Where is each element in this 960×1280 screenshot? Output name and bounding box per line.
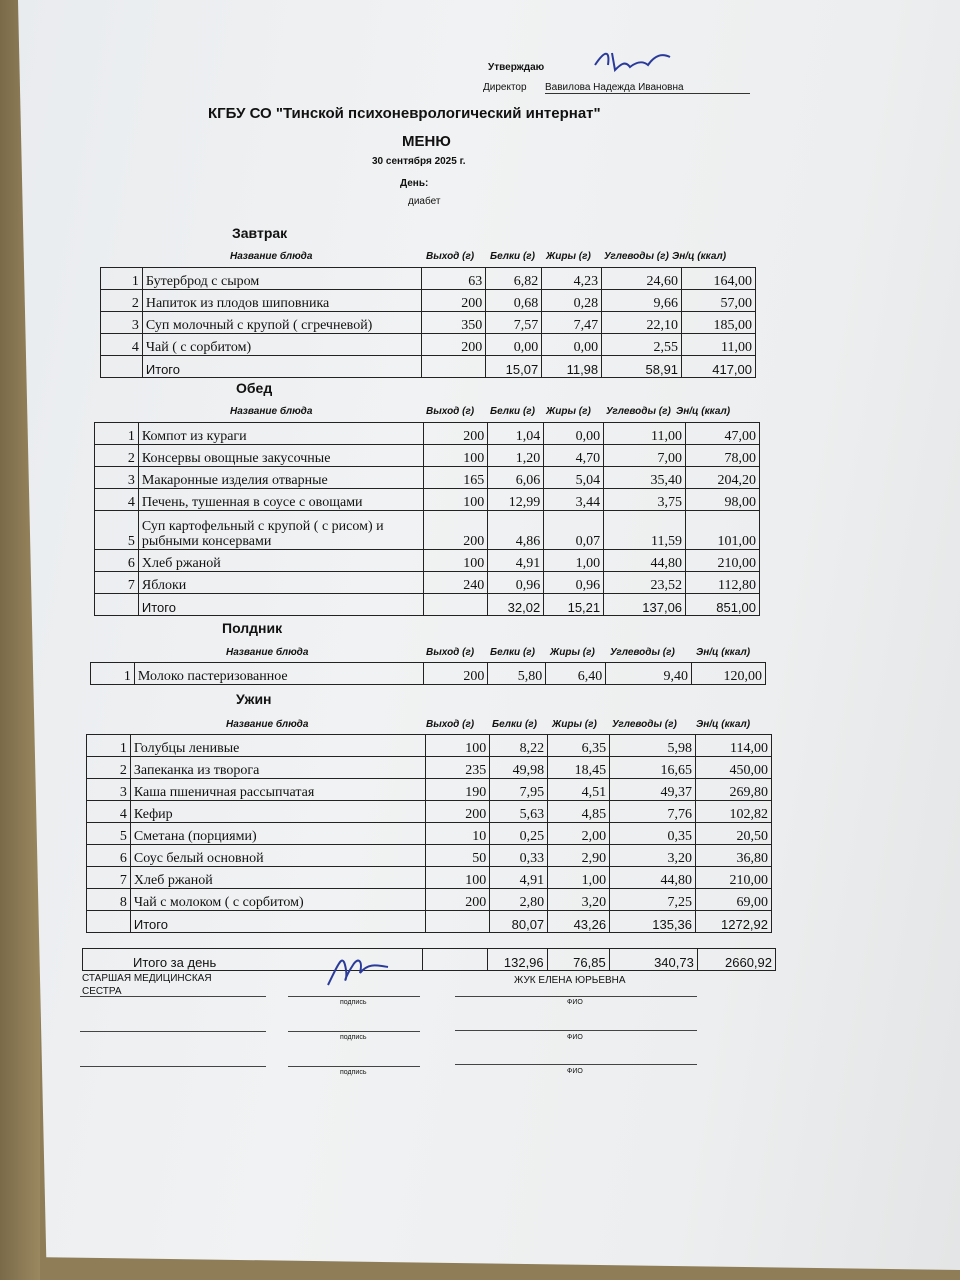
dish-carbs: 0,35 <box>610 823 696 845</box>
row-number: 7 <box>87 867 131 889</box>
row-number: 4 <box>87 801 131 823</box>
row-number: 5 <box>87 823 131 845</box>
total-fat: 43,26 <box>548 911 610 933</box>
col-header-yield: Выход (г) <box>426 251 475 262</box>
total-row <box>95 594 760 616</box>
signature-line <box>455 1030 697 1031</box>
document-sheet <box>18 0 960 1270</box>
dish-carbs: 24,60 <box>602 268 682 290</box>
day-total-fat: 76,85 <box>547 949 609 971</box>
dish-yield: 240 <box>424 572 488 594</box>
col-header-name: Название блюда <box>226 647 309 658</box>
total-protein: 80,07 <box>490 911 548 933</box>
dish-name: Хлеб ржаной <box>138 550 423 572</box>
dish-energy: 57,00 <box>682 290 756 312</box>
empty-cell <box>426 911 490 933</box>
table-row <box>95 550 760 572</box>
col-header-protein: Белки (г) <box>490 647 535 658</box>
table-row <box>87 823 772 845</box>
day-total-carbs: 340,73 <box>609 949 697 971</box>
dish-yield: 200 <box>422 290 486 312</box>
dish-carbs: 16,65 <box>610 757 696 779</box>
dish-protein: 4,86 <box>488 511 544 550</box>
nurse-role: СТАРШАЯ МЕДИЦИНСКАЯ СЕСТРА <box>82 973 212 997</box>
dish-carbs: 44,80 <box>604 550 686 572</box>
signature-line <box>288 1031 420 1032</box>
col-header-carbs: Углеводы (г) <box>610 647 675 658</box>
dish-name: Молоко пастеризованное <box>134 663 424 685</box>
col-header-protein: Белки (г) <box>492 719 537 730</box>
dish-name: Чай с молоком ( с сорбитом) <box>130 889 425 911</box>
dish-energy: 185,00 <box>682 312 756 334</box>
dish-energy: 164,00 <box>682 268 756 290</box>
dish-protein: 6,82 <box>486 268 542 290</box>
table-row <box>87 779 772 801</box>
row-number: 1 <box>91 663 135 685</box>
dish-fat: 0,07 <box>544 511 604 550</box>
dish-yield: 100 <box>426 735 490 757</box>
dish-yield: 190 <box>426 779 490 801</box>
dish-yield: 200 <box>424 423 488 445</box>
dish-protein: 0,00 <box>486 334 542 356</box>
dish-name: Суп молочный с крупой ( сгречневой) <box>142 312 421 334</box>
section-title-lunch: Обед <box>236 380 273 396</box>
row-number: 4 <box>95 489 139 511</box>
dish-name: Консервы овощные закусочные <box>138 445 423 467</box>
dish-fat: 6,35 <box>548 735 610 757</box>
dish-yield: 165 <box>424 467 488 489</box>
col-header-carbs: Углеводы (г) <box>606 406 671 417</box>
row-number: 3 <box>87 779 131 801</box>
dish-protein: 5,80 <box>488 663 546 685</box>
director-signature <box>590 45 680 80</box>
dish-carbs: 3,20 <box>610 845 696 867</box>
empty-cell <box>423 949 487 971</box>
row-number: 5 <box>95 511 139 550</box>
dish-protein: 7,95 <box>490 779 548 801</box>
table-row <box>101 290 756 312</box>
dish-protein: 12,99 <box>488 489 544 511</box>
diet-label: диабет <box>408 196 441 207</box>
organization-name: КГБУ СО "Тинской психоневрологический интернат" <box>208 105 601 122</box>
row-number: 1 <box>87 735 131 757</box>
table-row <box>91 663 766 685</box>
dish-protein: 0,25 <box>490 823 548 845</box>
dish-fat: 5,04 <box>544 467 604 489</box>
dish-carbs: 49,37 <box>610 779 696 801</box>
dish-name: Голубцы ленивые <box>130 735 425 757</box>
dish-yield: 235 <box>426 757 490 779</box>
fio-caption: ФИО <box>567 1068 583 1075</box>
dish-energy: 69,00 <box>696 889 772 911</box>
row-number: 6 <box>95 550 139 572</box>
table-row <box>95 572 760 594</box>
dish-name: Кефир <box>130 801 425 823</box>
total-energy: 1272,92 <box>696 911 772 933</box>
dish-fat: 7,47 <box>542 312 602 334</box>
dish-energy: 102,82 <box>696 801 772 823</box>
col-header-yield: Выход (г) <box>426 647 475 658</box>
table-row <box>95 445 760 467</box>
dish-fat: 18,45 <box>548 757 610 779</box>
dish-energy: 11,00 <box>682 334 756 356</box>
fio-caption: ФИО <box>567 1034 583 1041</box>
total-energy: 851,00 <box>686 594 760 616</box>
dish-name: Сметана (порциями) <box>130 823 425 845</box>
director-label: Директор <box>483 82 527 93</box>
breakfast-table <box>100 267 756 378</box>
dish-name: Напиток из плодов шиповника <box>142 290 421 312</box>
dish-name: Каша пшеничная рассыпчатая <box>130 779 425 801</box>
row-number: 1 <box>101 268 143 290</box>
dish-name: Печень, тушенная в соусе с овощами <box>138 489 423 511</box>
dish-yield: 50 <box>426 845 490 867</box>
dish-energy: 47,00 <box>686 423 760 445</box>
dish-energy: 450,00 <box>696 757 772 779</box>
nurse-name: ЖУК ЕЛЕНА ЮРЬЕВНА <box>514 975 626 986</box>
dish-fat: 0,00 <box>544 423 604 445</box>
total-row <box>101 356 756 378</box>
dish-yield: 200 <box>426 801 490 823</box>
col-header-fat: Жиры (г) <box>546 251 591 262</box>
table-row <box>95 423 760 445</box>
sign-caption: подпись <box>340 999 367 1006</box>
total-carbs: 135,36 <box>610 911 696 933</box>
dish-fat: 4,70 <box>544 445 604 467</box>
row-number: 4 <box>101 334 143 356</box>
col-header-energy: Эн/ц (ккал) <box>696 647 751 658</box>
fio-caption: ФИО <box>567 999 583 1006</box>
dish-fat: 0,28 <box>542 290 602 312</box>
dish-energy: 112,80 <box>686 572 760 594</box>
section-title-snack: Полдник <box>222 620 283 636</box>
approval-label: Утверждаю <box>488 62 545 73</box>
empty-cell <box>422 356 486 378</box>
dish-energy: 269,80 <box>696 779 772 801</box>
col-header-carbs: Углеводы (г) <box>612 719 677 730</box>
col-header-fat: Жиры (г) <box>550 647 595 658</box>
dish-fat: 4,51 <box>548 779 610 801</box>
dish-fat: 1,00 <box>548 867 610 889</box>
row-number: 7 <box>95 572 139 594</box>
dish-energy: 36,80 <box>696 845 772 867</box>
dish-carbs: 23,52 <box>604 572 686 594</box>
total-protein: 32,02 <box>488 594 544 616</box>
row-number: 2 <box>95 445 139 467</box>
dish-energy: 120,00 <box>692 663 766 685</box>
col-header-yield: Выход (г) <box>426 406 475 417</box>
dish-fat: 2,00 <box>548 823 610 845</box>
dish-carbs: 5,98 <box>610 735 696 757</box>
col-header-yield: Выход (г) <box>426 719 475 730</box>
dish-protein: 4,91 <box>488 550 544 572</box>
dish-protein: 1,20 <box>488 445 544 467</box>
total-row <box>87 911 772 933</box>
day-total-protein: 132,96 <box>487 949 547 971</box>
col-header-name: Название блюда <box>226 719 309 730</box>
dish-name: Яблоки <box>138 572 423 594</box>
dish-protein: 5,63 <box>490 801 548 823</box>
col-header-name: Название блюда <box>230 251 313 262</box>
dish-protein: 0,68 <box>486 290 542 312</box>
dish-protein: 0,33 <box>490 845 548 867</box>
nurse-signature <box>318 945 398 995</box>
dish-carbs: 7,76 <box>610 801 696 823</box>
dish-carbs: 9,40 <box>606 663 692 685</box>
dish-yield: 200 <box>422 334 486 356</box>
table-row <box>95 511 760 550</box>
empty-cell <box>424 594 488 616</box>
table-row <box>87 889 772 911</box>
empty-cell <box>95 594 139 616</box>
dish-carbs: 11,00 <box>604 423 686 445</box>
col-header-protein: Белки (г) <box>490 251 535 262</box>
dish-yield: 100 <box>424 445 488 467</box>
dish-carbs: 7,25 <box>610 889 696 911</box>
dish-energy: 101,00 <box>686 511 760 550</box>
lunch-table <box>94 422 760 616</box>
dish-yield: 100 <box>424 489 488 511</box>
dinner-table <box>86 734 772 933</box>
dish-yield: 100 <box>424 550 488 572</box>
day-total-row <box>83 949 776 971</box>
dish-yield: 200 <box>426 889 490 911</box>
row-number: 2 <box>101 290 143 312</box>
row-number: 2 <box>87 757 131 779</box>
total-carbs: 137,06 <box>604 594 686 616</box>
dish-carbs: 3,75 <box>604 489 686 511</box>
dish-protein: 6,06 <box>488 467 544 489</box>
day-label: День: <box>400 178 429 189</box>
dish-yield: 200 <box>424 511 488 550</box>
total-protein: 15,07 <box>486 356 542 378</box>
dish-fat: 0,96 <box>544 572 604 594</box>
day-total-label: Итого за день <box>83 949 423 971</box>
dish-yield: 10 <box>426 823 490 845</box>
dish-protein: 7,57 <box>486 312 542 334</box>
table-row <box>95 489 760 511</box>
dish-carbs: 35,40 <box>604 467 686 489</box>
col-header-energy: Эн/ц (ккал) <box>676 406 731 417</box>
snack-table <box>90 662 766 685</box>
table-row <box>87 757 772 779</box>
sign-caption: подпись <box>340 1034 367 1041</box>
day-total-energy: 2660,92 <box>697 949 775 971</box>
dish-protein: 49,98 <box>490 757 548 779</box>
total-fat: 15,21 <box>544 594 604 616</box>
total-fat: 11,98 <box>542 356 602 378</box>
empty-cell <box>101 356 143 378</box>
dish-name: Хлеб ржаной <box>130 867 425 889</box>
menu-date: 30 сентября 2025 г. <box>372 156 466 167</box>
row-number: 3 <box>95 467 139 489</box>
dish-fat: 6,40 <box>546 663 606 685</box>
row-number: 6 <box>87 845 131 867</box>
dish-yield: 200 <box>424 663 488 685</box>
signature-line <box>455 1064 697 1065</box>
dish-protein: 8,22 <box>490 735 548 757</box>
director-name: Вавилова Надежда Ивановна <box>545 82 750 94</box>
dish-fat: 4,85 <box>548 801 610 823</box>
dish-yield: 100 <box>426 867 490 889</box>
section-title-breakfast: Завтрак <box>232 225 288 241</box>
dish-energy: 204,20 <box>686 467 760 489</box>
dish-fat: 3,44 <box>544 489 604 511</box>
sign-caption: подпись <box>340 1069 367 1076</box>
col-header-name: Название блюда <box>230 406 313 417</box>
dish-name: Компот из кураги <box>138 423 423 445</box>
total-label: Итого <box>138 594 423 616</box>
dish-protein: 0,96 <box>488 572 544 594</box>
dish-energy: 98,00 <box>686 489 760 511</box>
row-number: 3 <box>101 312 143 334</box>
table-row <box>87 845 772 867</box>
dish-protein: 1,04 <box>488 423 544 445</box>
signature-line <box>80 1066 266 1067</box>
signature-line <box>288 1066 420 1067</box>
section-title-dinner: Ужин <box>236 691 272 707</box>
dish-carbs: 44,80 <box>610 867 696 889</box>
col-header-fat: Жиры (г) <box>552 719 597 730</box>
dish-yield: 350 <box>422 312 486 334</box>
total-label: Итого <box>142 356 421 378</box>
dish-fat: 2,90 <box>548 845 610 867</box>
dish-protein: 2,80 <box>490 889 548 911</box>
dish-protein: 4,91 <box>490 867 548 889</box>
table-row <box>87 735 772 757</box>
dish-yield: 63 <box>422 268 486 290</box>
table-row <box>95 467 760 489</box>
dish-energy: 210,00 <box>686 550 760 572</box>
dish-name: Запеканка из творога <box>130 757 425 779</box>
col-header-energy: Эн/ц (ккал) <box>696 719 751 730</box>
signature-line <box>455 996 697 997</box>
total-label: Итого <box>130 911 425 933</box>
col-header-carbs: Углеводы (г) <box>604 251 669 262</box>
dish-fat: 0,00 <box>542 334 602 356</box>
dish-carbs: 22,10 <box>602 312 682 334</box>
dish-energy: 20,50 <box>696 823 772 845</box>
dish-carbs: 9,66 <box>602 290 682 312</box>
dish-name: Бутерброд с сыром <box>142 268 421 290</box>
dish-name: Чай ( с сорбитом) <box>142 334 421 356</box>
page-title: МЕНЮ <box>402 133 451 150</box>
dish-energy: 78,00 <box>686 445 760 467</box>
total-energy: 417,00 <box>682 356 756 378</box>
table-row <box>87 867 772 889</box>
col-header-protein: Белки (г) <box>490 406 535 417</box>
dish-name: Суп картофельный с крупой ( с рисом) и рыбными консервами <box>138 511 423 550</box>
dish-carbs: 7,00 <box>604 445 686 467</box>
signature-line <box>288 996 420 997</box>
dish-carbs: 11,59 <box>604 511 686 550</box>
empty-cell <box>87 911 131 933</box>
day-total-table <box>82 948 776 971</box>
dish-carbs: 2,55 <box>602 334 682 356</box>
col-header-fat: Жиры (г) <box>546 406 591 417</box>
dish-energy: 114,00 <box>696 735 772 757</box>
dish-energy: 210,00 <box>696 867 772 889</box>
table-row <box>101 334 756 356</box>
dish-fat: 1,00 <box>544 550 604 572</box>
dish-name: Соус белый основной <box>130 845 425 867</box>
row-number: 8 <box>87 889 131 911</box>
dish-fat: 3,20 <box>548 889 610 911</box>
signature-line <box>80 996 266 997</box>
table-row <box>87 801 772 823</box>
col-header-energy: Эн/ц (ккал) <box>672 251 727 262</box>
table-row <box>101 312 756 334</box>
row-number: 1 <box>95 423 139 445</box>
dish-fat: 4,23 <box>542 268 602 290</box>
dish-name: Макаронные изделия отварные <box>138 467 423 489</box>
table-row <box>101 268 756 290</box>
total-carbs: 58,91 <box>602 356 682 378</box>
signature-line <box>80 1031 266 1032</box>
